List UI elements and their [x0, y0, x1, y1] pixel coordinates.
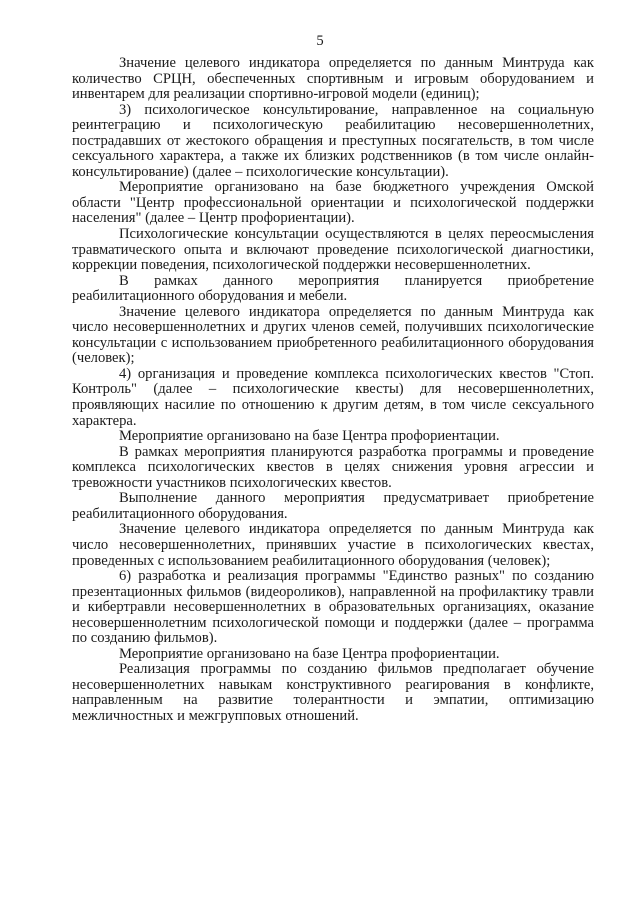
document-body: [72, 56, 594, 725]
paragraph-indicator-quests: Значение целевого индикатора определяется по данным Минтруда как число несовершеннолетних, принявших участие в психологических квестах, проведенных с использованием реабилитационного оборудования (человек);: [72, 521, 594, 569]
paragraph-item-4-quests: 4) организация и проведение комплекса психологических квестов "Стоп. Контроль" (далее – психологические квесты) для несовершеннолетних, проявляющих насилие по отношению к другим детям, в том числе сексуального характера.: [72, 365, 594, 429]
paragraph-quests-organization: Мероприятие организовано на базе Центра профориентации.: [119, 428, 500, 445]
paragraph-center-organization: Мероприятие организовано на базе бюджетного учреждения Омской области "Центр профессиональной ориентации и психологической поддержки населения" (далее – Центр профориентации).: [72, 179, 594, 227]
paragraph-quests-program: В рамках мероприятия планируются разработка программы и проведение комплекса психологических квестов в целях снижения уровня агрессии и тревожности участников психологических квестов.: [72, 443, 594, 491]
paragraph-films-organization: Мероприятие организовано на базе Центра профориентации.: [119, 645, 500, 662]
paragraph-indicator-srcn: Значение целевого индикатора определяется по данным Минтруда как количество СРЦН, обеспеченных спортивным и игровым оборудованием и инвентарем для реализации спортивно-игровой модели (единиц);: [72, 55, 594, 103]
paragraph-item-3-consulting: 3) психологическое консультирование, направленное на социальную реинтеграцию и психологическую реабилитацию несовершеннолетних, пострадавших от жестокого обращения и преступных посягательств, в том числе сексуального характера, а также их близких родственников (в том числе онлайн-консультирование) (далее – психологические консультации).: [72, 101, 594, 180]
paragraph-quests-equipment: Выполнение данного мероприятия предусматривает приобретение реабилитационного оборудования.: [72, 490, 594, 522]
paragraph-indicator-consultations: Значение целевого индикатора определяется по данным Минтруда как число несовершеннолетних и других членов семей, получивших психологические консультации с использованием приобретенного реабилитационного оборудования (человек);: [72, 303, 594, 367]
paragraph-consultation-goals: Психологические консультации осуществляются в целях переосмысления травматического опыта и включают проведение психологической диагностики, коррекции поведения, психологической поддержки несовершеннолетних.: [72, 226, 594, 274]
paragraph-item-6-films: 6) разработка и реализация программы "Единство разных" по созданию презентационных фильмов (видеороликов), направленной на профилактику травли и кибертравли несовершеннолетних в образовательных организациях, оказание несовершеннолетним психологической помощи и поддержки (далее – программа по созданию фильмов).: [72, 568, 594, 647]
paragraph-equipment-purchase: В рамках данного мероприятия планируется приобретение реабилитационного оборудования и мебели.: [72, 272, 594, 305]
page-number: 5: [316, 33, 324, 49]
paragraph-films-program: Реализация программы по созданию фильмов предполагает обучение несовершеннолетних навыкам конструктивного реагирования в конфликте, направленным на развитие толерантности и эмпатии, оптимизацию межличностных и межгрупповых отношений.: [72, 661, 594, 724]
